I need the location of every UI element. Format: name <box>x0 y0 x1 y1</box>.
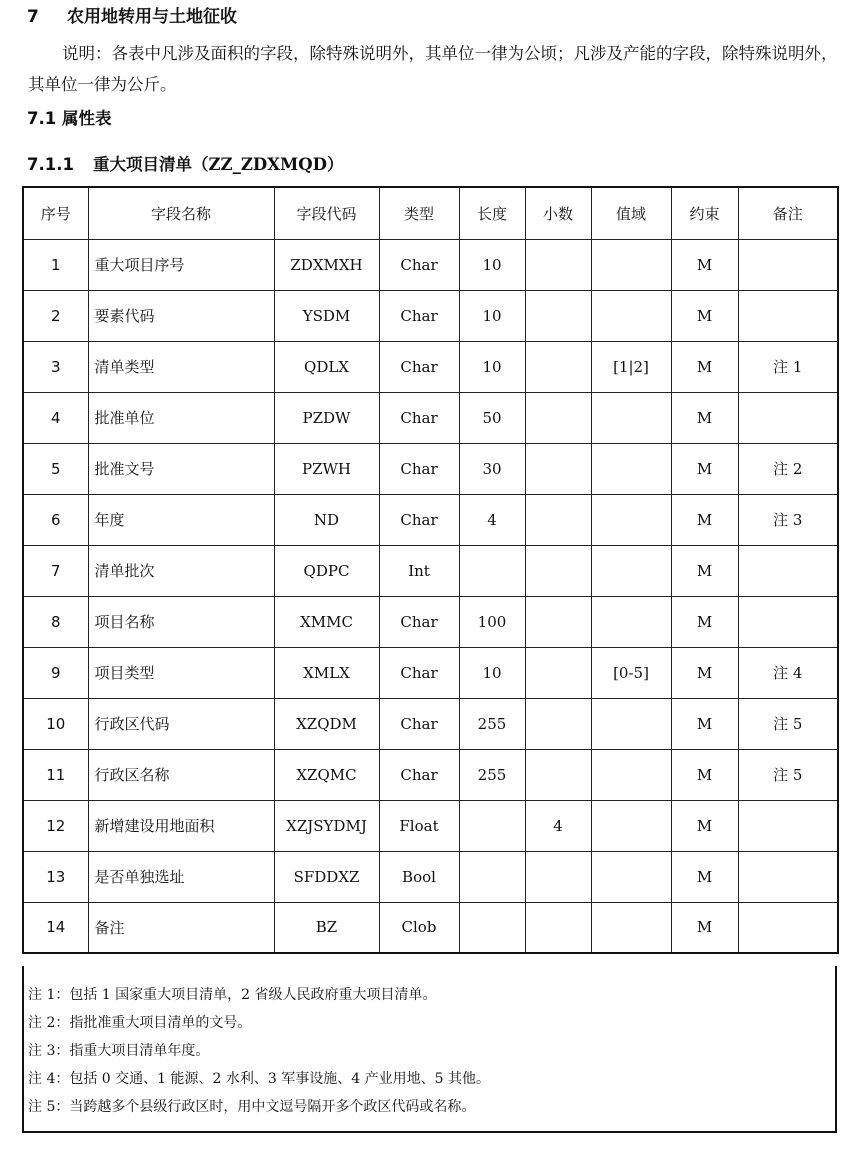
cell-decimal <box>525 290 591 341</box>
cell-field-code: QDPC <box>274 545 379 596</box>
cell-domain <box>591 290 671 341</box>
header-seq: 序号 <box>23 187 88 239</box>
field-table <box>22 186 839 954</box>
cell-field-name: 是否单独选址 <box>88 851 274 902</box>
cell-decimal <box>525 545 591 596</box>
cell-constraint: M <box>671 698 738 749</box>
cell-field-code: XZQMC <box>274 749 379 800</box>
cell-length <box>459 902 525 953</box>
note-line: 注 3：指重大项目清单年度。 <box>28 1043 210 1059</box>
cell-remark <box>738 290 838 341</box>
table-header-row <box>23 187 838 239</box>
cell-decimal: 4 <box>525 800 591 851</box>
cell-domain <box>591 494 671 545</box>
table-row <box>23 239 838 290</box>
section-heading <box>27 5 237 29</box>
table-body <box>23 239 838 953</box>
cell-length: 255 <box>459 749 525 800</box>
cell-field-code: ND <box>274 494 379 545</box>
cell-seq: 6 <box>23 494 88 545</box>
table-heading-title: 重大项目清单 <box>93 155 192 174</box>
header-decimal: 小数 <box>525 187 591 239</box>
header-field-name: 字段名称 <box>88 187 274 239</box>
table-heading <box>27 150 343 180</box>
cell-type: Char <box>379 596 459 647</box>
cell-length: 100 <box>459 596 525 647</box>
cell-decimal <box>525 596 591 647</box>
cell-constraint: M <box>671 800 738 851</box>
cell-constraint: M <box>671 749 738 800</box>
cell-seq: 4 <box>23 392 88 443</box>
cell-decimal <box>525 698 591 749</box>
cell-field-name: 行政区代码 <box>88 698 274 749</box>
table-row <box>23 290 838 341</box>
header-field-code: 字段代码 <box>274 187 379 239</box>
header-domain: 值域 <box>591 187 671 239</box>
section-title: 农用地转用与土地征收 <box>67 7 237 27</box>
cell-type: Char <box>379 494 459 545</box>
cell-field-code: QDLX <box>274 341 379 392</box>
cell-field-name: 行政区名称 <box>88 749 274 800</box>
cell-remark <box>738 902 838 953</box>
cell-domain <box>591 545 671 596</box>
cell-type: Char <box>379 290 459 341</box>
cell-field-name: 项目类型 <box>88 647 274 698</box>
header-constraint: 约束 <box>671 187 738 239</box>
cell-decimal <box>525 902 591 953</box>
cell-constraint: M <box>671 647 738 698</box>
cell-type: Char <box>379 749 459 800</box>
cell-field-code: YSDM <box>274 290 379 341</box>
cell-domain <box>591 239 671 290</box>
subsection-heading: 7.1 属性表 <box>27 109 112 128</box>
cell-field-code: XZJSYDMJ <box>274 800 379 851</box>
cell-field-code: XZQDM <box>274 698 379 749</box>
cell-seq: 9 <box>23 647 88 698</box>
cell-decimal <box>525 647 591 698</box>
cell-constraint: M <box>671 392 738 443</box>
cell-length: 255 <box>459 698 525 749</box>
cell-type: Char <box>379 392 459 443</box>
cell-type: Char <box>379 443 459 494</box>
cell-remark: 注 3 <box>738 494 838 545</box>
cell-seq: 5 <box>23 443 88 494</box>
cell-remark: 注 4 <box>738 647 838 698</box>
cell-domain: [1|2] <box>591 341 671 392</box>
cell-field-code: ZDXMXH <box>274 239 379 290</box>
table-row <box>23 800 838 851</box>
table-heading-code: （ZZ_ZDXMQD） <box>192 155 344 174</box>
header-length: 长度 <box>459 187 525 239</box>
cell-length: 10 <box>459 239 525 290</box>
cell-type: Char <box>379 239 459 290</box>
cell-field-name: 清单类型 <box>88 341 274 392</box>
cell-length <box>459 851 525 902</box>
cell-seq: 11 <box>23 749 88 800</box>
cell-constraint: M <box>671 239 738 290</box>
cell-decimal <box>525 341 591 392</box>
cell-field-code: PZWH <box>274 443 379 494</box>
cell-field-name: 批准文号 <box>88 443 274 494</box>
cell-domain <box>591 851 671 902</box>
cell-type: Char <box>379 698 459 749</box>
cell-length: 50 <box>459 392 525 443</box>
cell-remark <box>738 392 838 443</box>
cell-remark <box>738 800 838 851</box>
cell-field-name: 清单批次 <box>88 545 274 596</box>
cell-seq: 12 <box>23 800 88 851</box>
table-row <box>23 545 838 596</box>
table-row <box>23 902 838 953</box>
cell-domain <box>591 800 671 851</box>
cell-domain <box>591 443 671 494</box>
table-row <box>23 443 838 494</box>
cell-field-name: 批准单位 <box>88 392 274 443</box>
table-row <box>23 494 838 545</box>
cell-field-name: 年度 <box>88 494 274 545</box>
cell-remark: 注 2 <box>738 443 838 494</box>
note-line: 注 1：包括 1 国家重大项目清单，2 省级人民政府重大项目清单。 <box>28 987 437 1003</box>
cell-length: 4 <box>459 494 525 545</box>
cell-constraint: M <box>671 851 738 902</box>
header-remark: 备注 <box>738 187 838 239</box>
table-row <box>23 698 838 749</box>
cell-domain <box>591 596 671 647</box>
cell-remark <box>738 545 838 596</box>
cell-seq: 8 <box>23 596 88 647</box>
cell-seq: 7 <box>23 545 88 596</box>
cell-field-code: SFDDXZ <box>274 851 379 902</box>
cell-domain <box>591 749 671 800</box>
cell-decimal <box>525 392 591 443</box>
header-type: 类型 <box>379 187 459 239</box>
note-line: 注 5：当跨越多个县级行政区时，用中文逗号隔开多个政区代码或名称。 <box>28 1099 476 1115</box>
cell-length: 10 <box>459 647 525 698</box>
cell-field-name: 要素代码 <box>88 290 274 341</box>
cell-constraint: M <box>671 902 738 953</box>
cell-remark: 注 5 <box>738 749 838 800</box>
cell-remark <box>738 851 838 902</box>
cell-constraint: M <box>671 596 738 647</box>
note-line: 注 4：包括 0 交通、1 能源、2 水利、3 军事设施、4 产业用地、5 其他。 <box>28 1071 490 1087</box>
cell-seq: 10 <box>23 698 88 749</box>
table-row <box>23 596 838 647</box>
cell-field-code: BZ <box>274 902 379 953</box>
cell-field-code: PZDW <box>274 392 379 443</box>
cell-decimal <box>525 239 591 290</box>
cell-decimal <box>525 749 591 800</box>
table-row <box>23 749 838 800</box>
table-row <box>23 392 838 443</box>
cell-length: 10 <box>459 341 525 392</box>
cell-length: 30 <box>459 443 525 494</box>
cell-type: Clob <box>379 902 459 953</box>
cell-remark <box>738 239 838 290</box>
table-heading-number: 7.1.1 <box>27 155 74 174</box>
cell-remark <box>738 596 838 647</box>
cell-field-code: XMMC <box>274 596 379 647</box>
cell-length <box>459 545 525 596</box>
cell-field-name: 备注 <box>88 902 274 953</box>
cell-field-code: XMLX <box>274 647 379 698</box>
table-row <box>23 851 838 902</box>
cell-domain <box>591 902 671 953</box>
cell-domain: [0-5] <box>591 647 671 698</box>
cell-type: Int <box>379 545 459 596</box>
cell-domain <box>591 392 671 443</box>
cell-constraint: M <box>671 545 738 596</box>
cell-constraint: M <box>671 341 738 392</box>
cell-constraint: M <box>671 443 738 494</box>
section-number: 7 <box>27 7 39 27</box>
cell-seq: 13 <box>23 851 88 902</box>
cell-constraint: M <box>671 494 738 545</box>
cell-field-name: 新增建设用地面积 <box>88 800 274 851</box>
notes-box <box>22 966 837 1133</box>
cell-field-name: 重大项目序号 <box>88 239 274 290</box>
table-row <box>23 647 838 698</box>
cell-remark: 注 5 <box>738 698 838 749</box>
cell-type: Float <box>379 800 459 851</box>
cell-remark: 注 1 <box>738 341 838 392</box>
cell-seq: 2 <box>23 290 88 341</box>
cell-seq: 3 <box>23 341 88 392</box>
cell-decimal <box>525 494 591 545</box>
cell-field-name: 项目名称 <box>88 596 274 647</box>
cell-type: Bool <box>379 851 459 902</box>
cell-decimal <box>525 851 591 902</box>
table-row <box>23 341 838 392</box>
cell-length <box>459 800 525 851</box>
cell-type: Char <box>379 341 459 392</box>
cell-constraint: M <box>671 290 738 341</box>
cell-length: 10 <box>459 290 525 341</box>
note-line: 注 2：指批准重大项目清单的文号。 <box>28 1015 252 1031</box>
cell-type: Char <box>379 647 459 698</box>
description-paragraph: 说明：各表中凡涉及面积的字段，除特殊说明外，其单位一律为公顷；凡涉及产能的字段，除特殊说明外，其单位一律为公斤。 <box>28 44 838 94</box>
cell-domain <box>591 698 671 749</box>
cell-seq: 14 <box>23 902 88 953</box>
cell-seq: 1 <box>23 239 88 290</box>
cell-decimal <box>525 443 591 494</box>
